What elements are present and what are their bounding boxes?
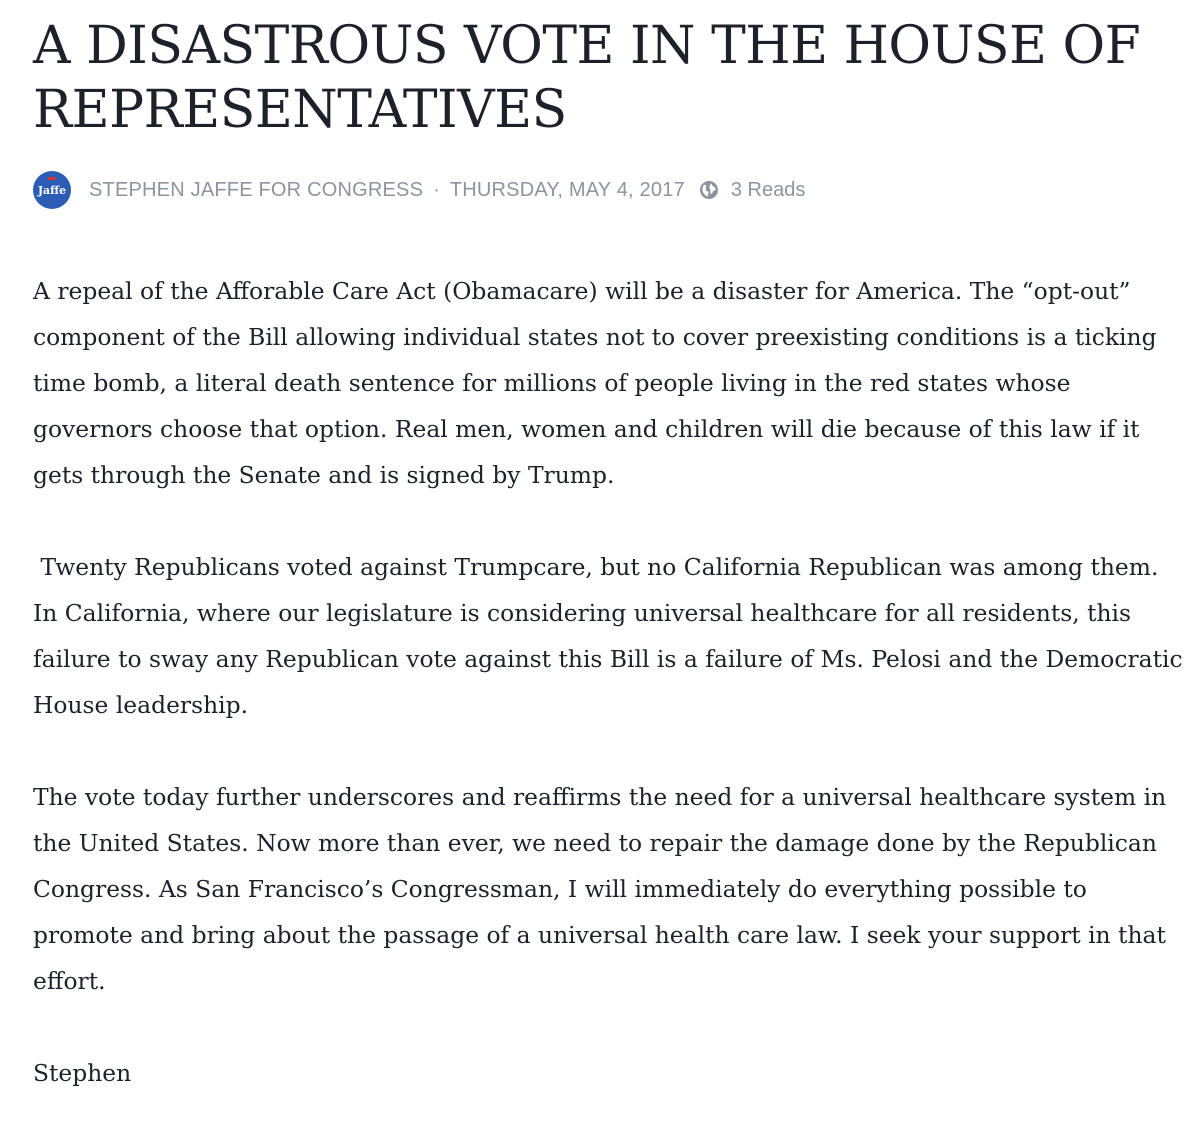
note-date-link[interactable]: THURSDAY, MAY 4, 2017: [449, 178, 685, 201]
author-name-link[interactable]: STEPHEN JAFFE FOR CONGRESS: [89, 178, 424, 201]
avatar-accent: [48, 177, 56, 180]
byline-separator: ·: [433, 178, 440, 201]
globe-icon[interactable]: [699, 180, 719, 200]
note-article: [33, 14, 1190, 1096]
author-avatar[interactable]: [33, 171, 71, 209]
note-body: [33, 268, 1190, 1096]
body-paragraph-3: The vote today further underscores and reaffirms the need for a universal healthcare system in the United States. Now more than ever, we need to repair the damage done by the Republican Congress. As San Francisco’s Congressman, I will immediately do everything possible to promote and bring about the passage of a universal health care law. I seek your support in that effort.: [33, 783, 1167, 995]
byline: [33, 170, 1183, 210]
body-paragraph-2: Twenty Republicans voted against Trumpcare, but no California Republican was among them. In California, where our legislature is considering universal healthcare for all residents, this failure to sway any Republican vote against this Bill is a failure of Ms. Pelosi and the Democratic House leadership.: [33, 553, 1190, 719]
body-paragraph-1: A repeal of the Afforable Care Act (Obamacare) will be a disaster for America. The “opt-out” component of the Bill allowing individual states not to cover preexisting conditions is a ticking time bomb, a literal death sentence for millions of people living in the red states whose governors choose that option. Real men, women and children will die because of this law if it gets through the Senate and is signed by Trump.: [33, 277, 1157, 489]
avatar-logo-text: Jaffe: [37, 184, 67, 197]
signature: Stephen: [33, 1059, 132, 1087]
note-title: A DISASTROUS VOTE IN THE HOUSE OF REPRESENTATIVES: [33, 16, 1141, 140]
reads-count: 3 Reads: [730, 178, 806, 201]
